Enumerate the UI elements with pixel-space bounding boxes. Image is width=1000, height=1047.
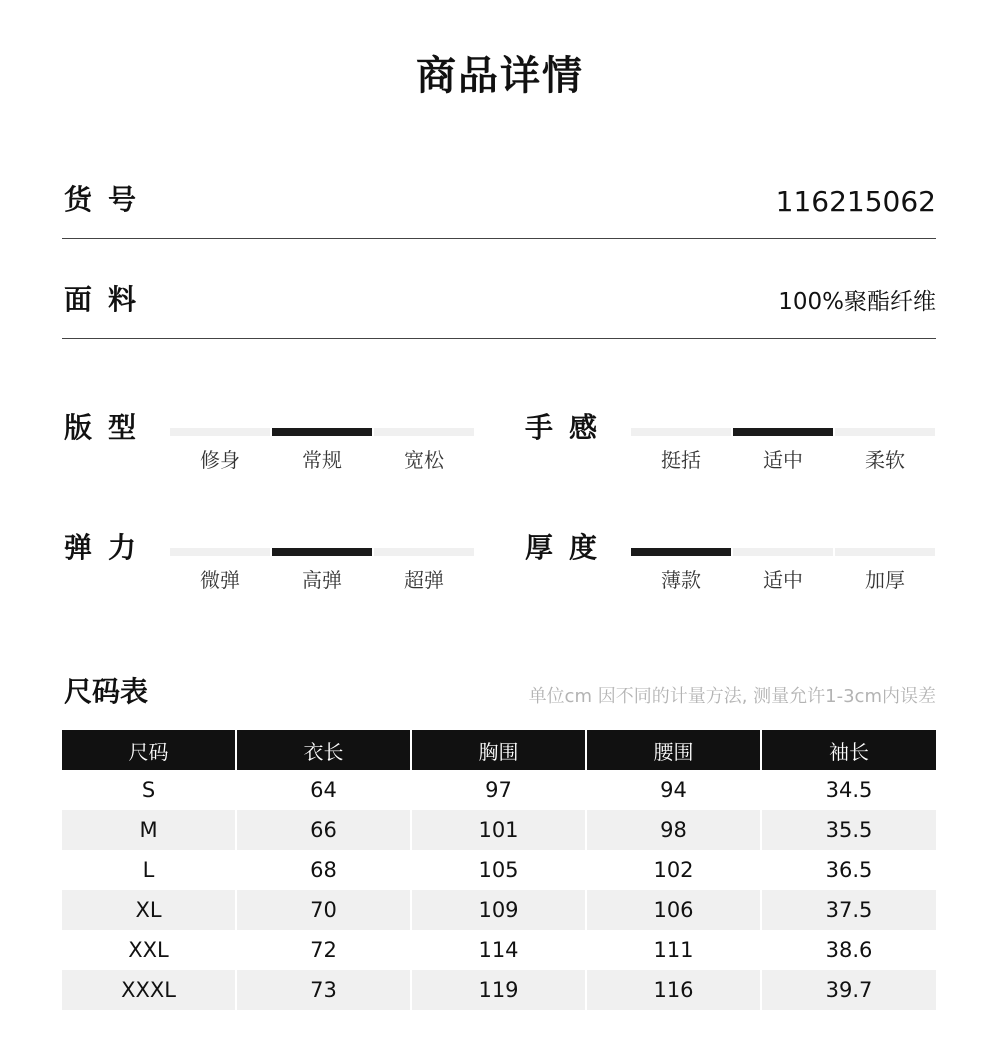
attr-thickness-label: 厚度 <box>525 531 614 564</box>
sku-value: 116215062 <box>775 185 936 218</box>
scale-option-fit-0: 修身 <box>200 448 240 472</box>
table-header-cell: 袖长 <box>762 730 936 770</box>
table-header-cell: 衣长 <box>237 730 410 770</box>
scale-option-thickness-2: 加厚 <box>865 568 905 592</box>
table-cell: 106 <box>587 890 760 930</box>
table-cell: 70 <box>237 890 410 930</box>
table-cell: 36.5 <box>825 858 873 882</box>
attr-thickness <box>523 528 943 608</box>
scale-option-feel-1: 适中 <box>763 448 803 472</box>
scale-segment-feel-2 <box>835 428 935 436</box>
scale-segment-fit-2 <box>374 428 474 436</box>
table-cell: 68 <box>310 858 337 882</box>
size-chart-note: 单位cm 因不同的计量方法, 测量允许1-3cm内误差 <box>528 686 936 707</box>
scale-option-elasticity-1: 高弹 <box>302 568 342 592</box>
fabric-value: 100%聚酯纤维 <box>778 289 936 315</box>
table-cell: XXL <box>128 938 169 962</box>
table-row <box>62 850 936 890</box>
table-cell: 116 <box>587 970 760 1010</box>
table-cell: 105 <box>478 858 519 882</box>
table-header-cell: 尺码 <box>62 730 235 770</box>
scale-segment-feel-0 <box>631 428 731 436</box>
attr-fit <box>62 408 482 488</box>
table-header-cell: 胸围 <box>412 730 585 770</box>
scale-segment-thickness-1 <box>733 548 833 556</box>
scale-segment-elasticity-0 <box>170 548 270 556</box>
table-cell: 114 <box>478 938 519 962</box>
scale-segment-feel-1 <box>733 428 833 436</box>
scale-option-fit-1: 常规 <box>302 448 342 472</box>
size-chart-title: 尺码表 <box>64 675 149 708</box>
scale-option-elasticity-0: 微弹 <box>200 568 240 592</box>
scale-option-thickness-1: 适中 <box>763 568 803 592</box>
table-cell: 73 <box>237 970 410 1010</box>
table-cell: 119 <box>412 970 585 1010</box>
scale-option-thickness-0: 薄款 <box>661 568 701 592</box>
fabric-label: 面料 <box>64 283 153 316</box>
table-row <box>62 930 936 970</box>
table-cell: 109 <box>412 890 585 930</box>
size-table <box>62 730 936 1010</box>
table-cell: 102 <box>653 858 694 882</box>
table-cell: 37.5 <box>762 890 936 930</box>
table-cell: 101 <box>412 810 585 850</box>
table-cell: XXXL <box>62 970 235 1010</box>
table-row <box>62 810 936 850</box>
table-cell: 94 <box>660 778 687 802</box>
scale-segment-elasticity-1 <box>272 548 372 556</box>
table-cell: 35.5 <box>762 810 936 850</box>
scale-option-fit-2: 宽松 <box>404 448 444 472</box>
scale-option-feel-0: 挺括 <box>661 448 701 472</box>
table-cell: XL <box>62 890 235 930</box>
table-cell: 111 <box>653 938 694 962</box>
scale-segment-fit-1 <box>272 428 372 436</box>
sku-row <box>62 138 936 239</box>
scale-segment-elasticity-2 <box>374 548 474 556</box>
table-cell: 66 <box>237 810 410 850</box>
table-row <box>62 970 936 1010</box>
attr-feel <box>523 408 943 488</box>
table-cell: 72 <box>310 938 337 962</box>
table-cell: 34.5 <box>825 778 873 802</box>
attr-fit-label: 版型 <box>64 411 153 444</box>
table-cell: 64 <box>310 778 337 802</box>
table-cell: 38.6 <box>825 938 873 962</box>
scale-segment-fit-0 <box>170 428 270 436</box>
attr-feel-label: 手感 <box>525 411 614 444</box>
fabric-row <box>62 238 936 339</box>
table-cell: 98 <box>587 810 760 850</box>
table-cell: L <box>142 858 155 882</box>
scale-option-elasticity-2: 超弹 <box>404 568 444 592</box>
scale-segment-thickness-0 <box>631 548 731 556</box>
attr-elasticity <box>62 528 482 608</box>
table-cell: S <box>141 778 156 802</box>
scale-option-feel-2: 柔软 <box>865 448 905 472</box>
attr-elasticity-label: 弹力 <box>64 531 153 564</box>
table-header-row <box>62 730 936 770</box>
table-row <box>62 770 936 810</box>
sku-label: 货号 <box>64 183 153 216</box>
scale-segment-thickness-2 <box>835 548 935 556</box>
table-cell: 97 <box>485 778 512 802</box>
table-header-cell: 腰围 <box>587 730 760 770</box>
table-row <box>62 890 936 930</box>
table-cell: M <box>62 810 235 850</box>
page-title: 商品详情 <box>416 53 584 99</box>
table-cell: 39.7 <box>762 970 936 1010</box>
